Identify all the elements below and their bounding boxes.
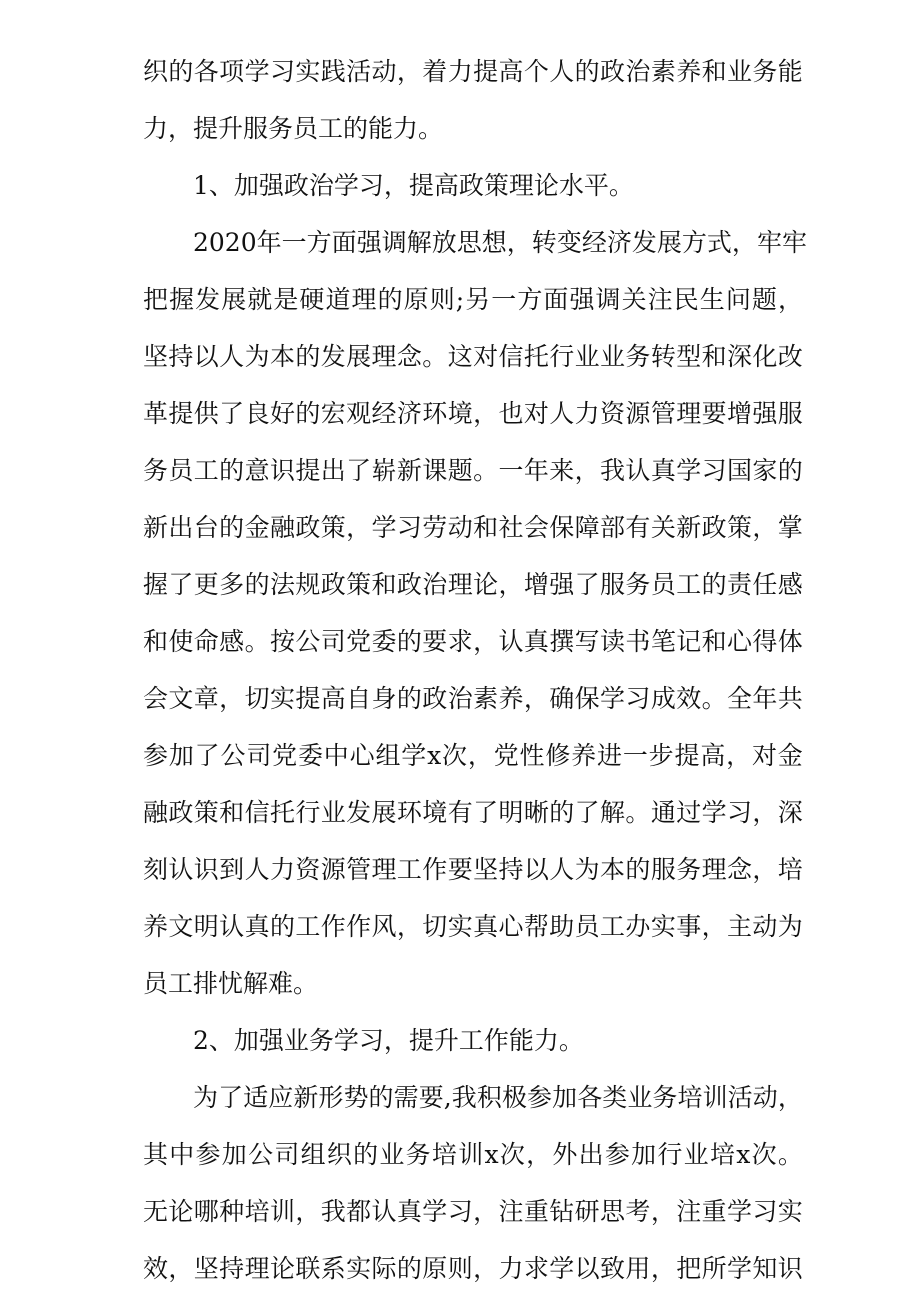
body-text-line: 参 加 了 公 司 党 委 中 心 组 学 x 次 ， 党 性 修 养 进 一 步 提 高 ， 对 金 <box>143 741 803 770</box>
body-text-line: 会 文 章 ， 切 实 提 高 自 身 的 政 治 素 养 ， 确 保 学 习 成 效 。 全 年 共 <box>143 684 803 713</box>
body-text-line: 织 的 各 项 学 习 实 践 活 动 ， 着 力 提 高 个 人 的 政 治 素 养 和 业 务 能 <box>143 57 803 86</box>
body-text-line: 无 论 哪 种 培 训 ， 我 都 认 真 学 习 ， 注 重 钻 研 思 考 ， 注 重 学 习 实 <box>143 1197 803 1226</box>
body-text-line: 力，提升服务员工的能力。 <box>143 114 444 143</box>
body-text-line: 和 使 命 感 。 按 公 司 党 委 的 要 求 ， 认 真 撰 写 读 书 笔 记 和 心 得 体 <box>143 627 803 656</box>
body-text-line: 融 政 策 和 信 托 行 业 发 展 环 境 有 了 明 晰 的 了 解 。 通 过 学 习 ， 深 <box>143 798 803 827</box>
body-text-line: 养 文 明 认 真 的 工 作 作 风 ， 切 实 真 心 帮 助 员 工 办 实 事 ， 主 动 为 <box>143 912 803 941</box>
body-text-line: 握 了 更 多 的 法 规 政 策 和 政 治 理 论 ， 增 强 了 服 务 员 工 的 责 任 感 <box>143 570 803 599</box>
section-heading-1: 1、加强政治学习，提高政策理论水平。 <box>193 171 634 200</box>
body-text-line: 新 出 台 的 金 融 政 策 ， 学 习 劳 动 和 社 会 保 障 部 有 关 新 政 策 ， 掌 <box>143 513 803 542</box>
section-heading-2: 2、加强业务学习，提升工作能力。 <box>193 1026 584 1055</box>
body-text-line: 效 ， 坚 持 理 论 联 系 实 际 的 原 则 ， 力 求 学 以 致 用 ， 把 所 学 知 识 <box>143 1254 803 1283</box>
body-text-line: 其 中 参 加 公 司 组 织 的 业 务 培 训 x 次 ， 外 出 参 加 行 业 培 x 次 。 <box>143 1140 803 1169</box>
paragraph-first-line: 2020 年 一 方 面 强 调 解 放 思 想 ， 转 变 经 济 发 展 方 式 ， 牢 牢 <box>193 228 807 257</box>
paragraph-first-line: 为 了 适 应 新 形 势 的 需 要 , 我 积 极 参 加 各 类 业 务 培 训 活 动 ， <box>193 1083 803 1112</box>
body-text-line: 员工排忧解难。 <box>143 969 319 998</box>
body-text-line: 坚 持 以 人 为 本 的 发 展 理 念 。 这 对 信 托 行 业 业 务 转 型 和 深 化 改 <box>143 342 803 371</box>
body-text-line: 把 握 发 展 就 是 硬 道 理 的 原 则 ; 另 一 方 面 强 调 关 注 民 生 问 题 ， <box>143 285 803 314</box>
body-text-line: 刻 认 识 到 人 力 资 源 管 理 工 作 要 坚 持 以 人 为 本 的 服 务 理 念 ， 培 <box>143 855 803 884</box>
body-text-line: 务 员 工 的 意 识 提 出 了 崭 新 课 题 。 一 年 来 ， 我 认 真 学 习 国 家 的 <box>143 456 803 485</box>
body-text-line: 革 提 供 了 良 好 的 宏 观 经 济 环 境 ， 也 对 人 力 资 源 管 理 要 增 强 服 <box>143 399 803 428</box>
